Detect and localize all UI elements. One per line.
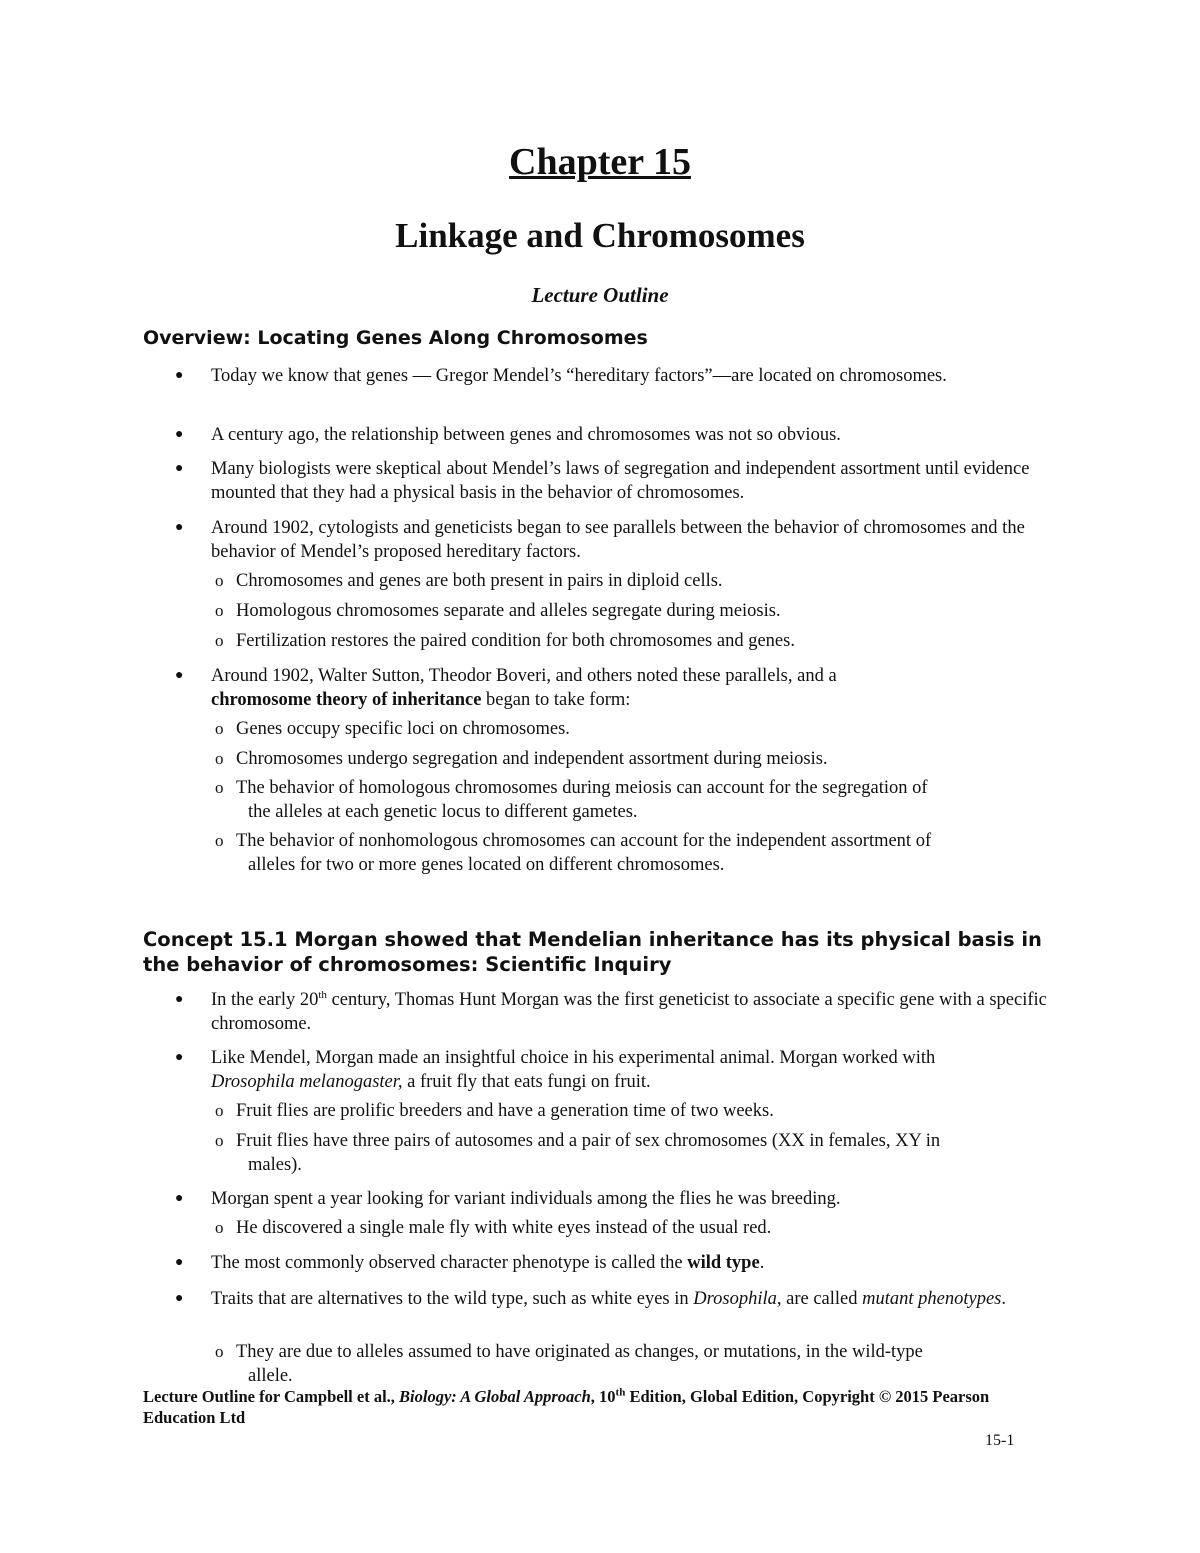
sub-bullet-icon: o bbox=[215, 719, 224, 738]
sub-list-item-text bbox=[236, 776, 1076, 824]
list-item-text: Around 1902, cytologists and geneticists began to see parallels between the behavior of chromosomes and the behavior of Mendel’s proposed hereditary factors. bbox=[211, 518, 1025, 562]
text-run: Around 1902, Walter Sutton, Theodor Boveri, and others noted these parallels, and a bbox=[211, 666, 837, 686]
text-run: a fruit fly that eats fungi on fruit. bbox=[402, 1072, 651, 1092]
book-title: Biology: A Global Approach bbox=[399, 1387, 591, 1406]
bullet-icon bbox=[175, 516, 185, 540]
key-term: chromosome theory of inheritance bbox=[211, 690, 482, 710]
text-run: The most commonly observed character phenotype is called the bbox=[211, 1253, 688, 1273]
sub-list-item-text: Chromosomes undergo segregation and independent assortment during meiosis. bbox=[236, 749, 828, 769]
sub-bullet-icon: o bbox=[215, 571, 224, 590]
text-run: , 10 bbox=[590, 1387, 616, 1406]
list-item-text bbox=[211, 1046, 1071, 1094]
text-run: Like Mendel, Morgan made an insightful choice in his experimental animal. Morgan worked with bbox=[211, 1048, 936, 1068]
bullet-icon bbox=[175, 1046, 185, 1070]
list-item-text: Morgan spent a year looking for variant individuals among the flies he was breeding. bbox=[211, 1189, 841, 1209]
chapter-subtitle: Linkage and Chromosomes bbox=[395, 216, 805, 255]
sub-list-item-text bbox=[236, 829, 1076, 877]
sub-list-item-text: Homologous chromosomes separate and alleles segregate during meiosis. bbox=[236, 601, 781, 621]
text-run: Fruit flies have three pairs of autosomes and a pair of sex chromosomes (XX in females, XY in bbox=[236, 1131, 941, 1151]
text-run: allele. bbox=[248, 1366, 293, 1386]
bullet-icon bbox=[175, 1251, 185, 1275]
sub-list-item-text: Chromosomes and genes are both present in pairs in diploid cells. bbox=[236, 571, 723, 591]
sub-bullet-icon: o bbox=[215, 831, 224, 850]
superscript: th bbox=[615, 1386, 626, 1399]
sub-bullet-icon: o bbox=[215, 1342, 224, 1361]
superscript: th bbox=[318, 988, 327, 1001]
sub-list-item-text bbox=[236, 1129, 1076, 1177]
concept-heading: Concept 15.1 Morgan showed that Mendelian inheritance has its physical basis in the behavior of chromosomes: Scientific Inquiry bbox=[143, 928, 1042, 976]
sub-bullet-icon: o bbox=[215, 1218, 224, 1237]
text-run: Traits that are alternatives to the wild type, such as white eyes in bbox=[211, 1289, 694, 1309]
list-item-text: A century ago, the relationship between genes and chromosomes was not so obvious. bbox=[211, 425, 841, 445]
list-item-text bbox=[211, 1287, 1071, 1311]
overview-heading: Overview: Locating Genes Along Chromosomes bbox=[143, 327, 648, 349]
bullet-icon bbox=[175, 1187, 185, 1211]
text-run: males). bbox=[248, 1155, 302, 1175]
text-run: Edition, Global Edition, Copyright © 2015 Pearson Education Ltd bbox=[143, 1387, 990, 1427]
list-item-text bbox=[211, 988, 1071, 1036]
text-run: In the early 20 bbox=[211, 990, 319, 1010]
list-item-text: Today we know that genes — Gregor Mendel’s “hereditary factors”—are located on chromosomes. bbox=[211, 366, 947, 386]
bullet-icon bbox=[175, 1287, 185, 1311]
bullet-icon bbox=[175, 364, 185, 388]
key-term: mutant phenotypes bbox=[862, 1289, 1002, 1309]
chapter-title: Chapter 15 bbox=[509, 141, 691, 183]
lecture-outline-label: Lecture Outline bbox=[531, 283, 669, 307]
text-run: the alleles at each genetic locus to different gametes. bbox=[248, 802, 638, 822]
bullet-icon bbox=[175, 664, 185, 688]
list-item-text bbox=[211, 1251, 1071, 1275]
bullet-icon bbox=[175, 457, 185, 481]
species-name: Drosophila, bbox=[693, 1289, 782, 1309]
text-run: The behavior of nonhomologous chromosomes can account for the independent assortment of bbox=[236, 831, 932, 851]
text-run: They are due to alleles assumed to have originated as changes, or mutations, in the wild-type bbox=[236, 1342, 923, 1362]
text-run: are called bbox=[781, 1289, 863, 1309]
sub-list-item-text: Fruit flies are prolific breeders and have a generation time of two weeks. bbox=[236, 1101, 774, 1121]
bullet-icon bbox=[175, 423, 185, 447]
text-run: The behavior of homologous chromosomes during meiosis can account for the segregation of bbox=[236, 778, 928, 798]
sub-bullet-icon: o bbox=[215, 631, 224, 650]
sub-list-item-text bbox=[236, 1340, 1076, 1388]
list-item-text: Many biologists were skeptical about Mendel’s laws of segregation and independent assortment until evidence mounted that they had a physical basis in the behavior of chromosomes. bbox=[211, 459, 1030, 503]
page-footer bbox=[143, 1386, 1063, 1428]
list-item-text bbox=[211, 664, 1071, 712]
key-term: wild type bbox=[687, 1253, 760, 1273]
sub-bullet-icon: o bbox=[215, 1101, 224, 1120]
sub-list-item-text: Genes occupy specific loci on chromosomes. bbox=[236, 719, 570, 739]
sub-bullet-icon: o bbox=[215, 1131, 224, 1150]
sub-bullet-icon: o bbox=[215, 601, 224, 620]
text-run: Lecture Outline for Campbell et al., bbox=[143, 1387, 400, 1406]
text-run: . bbox=[759, 1253, 765, 1273]
species-name: Drosophila melanogaster, bbox=[211, 1072, 403, 1092]
sub-list-item-text: He discovered a single male fly with white eyes instead of the usual red. bbox=[236, 1218, 772, 1238]
page-number: 15-1 bbox=[985, 1432, 1015, 1449]
bullet-icon bbox=[175, 988, 185, 1012]
sub-list-item-text: Fertilization restores the paired condition for both chromosomes and genes. bbox=[236, 631, 795, 651]
text-run: . bbox=[1001, 1289, 1006, 1309]
sub-bullet-icon: o bbox=[215, 778, 224, 797]
text-run: alleles for two or more genes located on different chromosomes. bbox=[248, 855, 725, 875]
text-run: century, Thomas Hunt Morgan was the first geneticist to associate a specific gene with a specific chromosome. bbox=[211, 990, 1047, 1034]
sub-bullet-icon: o bbox=[215, 749, 224, 768]
text-run: began to take form: bbox=[481, 690, 631, 710]
